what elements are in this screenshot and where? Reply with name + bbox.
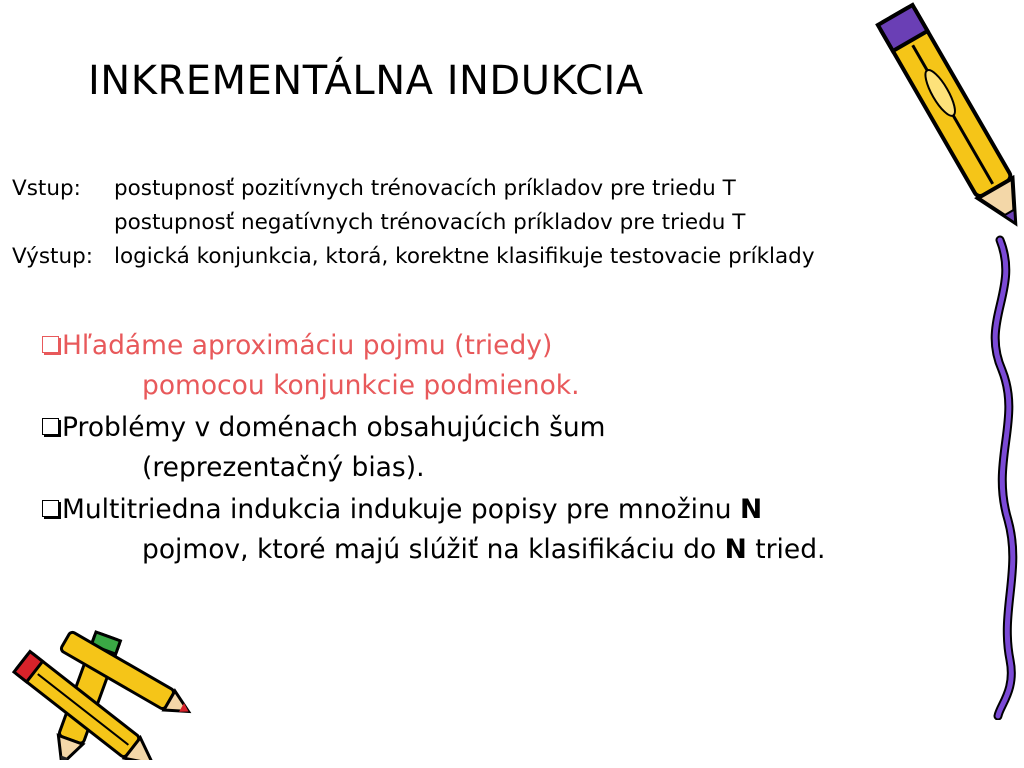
bullet-3-line2-end: tried.	[746, 534, 826, 565]
input-label: Vstup:	[12, 176, 81, 201]
bullet-3-line2-n-bold: N	[724, 534, 747, 565]
bullet-2-line2: (reprezentačný bias).	[142, 452, 425, 483]
bullet-2	[42, 412, 606, 443]
input-text-negative: postupnosť negatívnych trénovacích príkladov pre triedu T	[114, 210, 746, 235]
checkbox-bullet-icon	[42, 418, 59, 435]
slide-title: INKREMENTÁLNA INDUKCIA	[88, 58, 644, 104]
pencils-clipart-bottom-left	[0, 610, 210, 760]
bullet-3-line1: Multitriedna indukcia indukuje popisy pre množinu	[62, 494, 741, 525]
bullet-3-n-bold: N	[740, 494, 763, 525]
bullet-1-line1: Hľadáme aproximáciu pojmu (triedy)	[62, 330, 553, 361]
bullet-3-line2-text: pojmov, ktoré majú slúžiť na klasifikáciu do	[142, 534, 725, 565]
bullet-2-line1: Problémy v doménach obsahujúcich šum	[62, 412, 606, 443]
input-text-positive: postupnosť pozitívnych trénovacích príkladov pre triedu T	[114, 176, 736, 201]
output-text: logická konjunkcia, ktorá, korektne klasifikuje testovacie príklady	[114, 244, 815, 269]
checkbox-bullet-icon	[42, 500, 59, 517]
bullet-3	[42, 494, 762, 525]
bullet-1-line2: pomocou konjunkcie podmienok.	[142, 370, 580, 401]
bullet-1	[42, 330, 552, 361]
checkbox-bullet-icon	[42, 336, 59, 353]
bullet-3-line2	[142, 534, 825, 565]
output-label: Výstup:	[12, 244, 94, 269]
pencil-clipart-top-right	[850, 0, 1024, 720]
